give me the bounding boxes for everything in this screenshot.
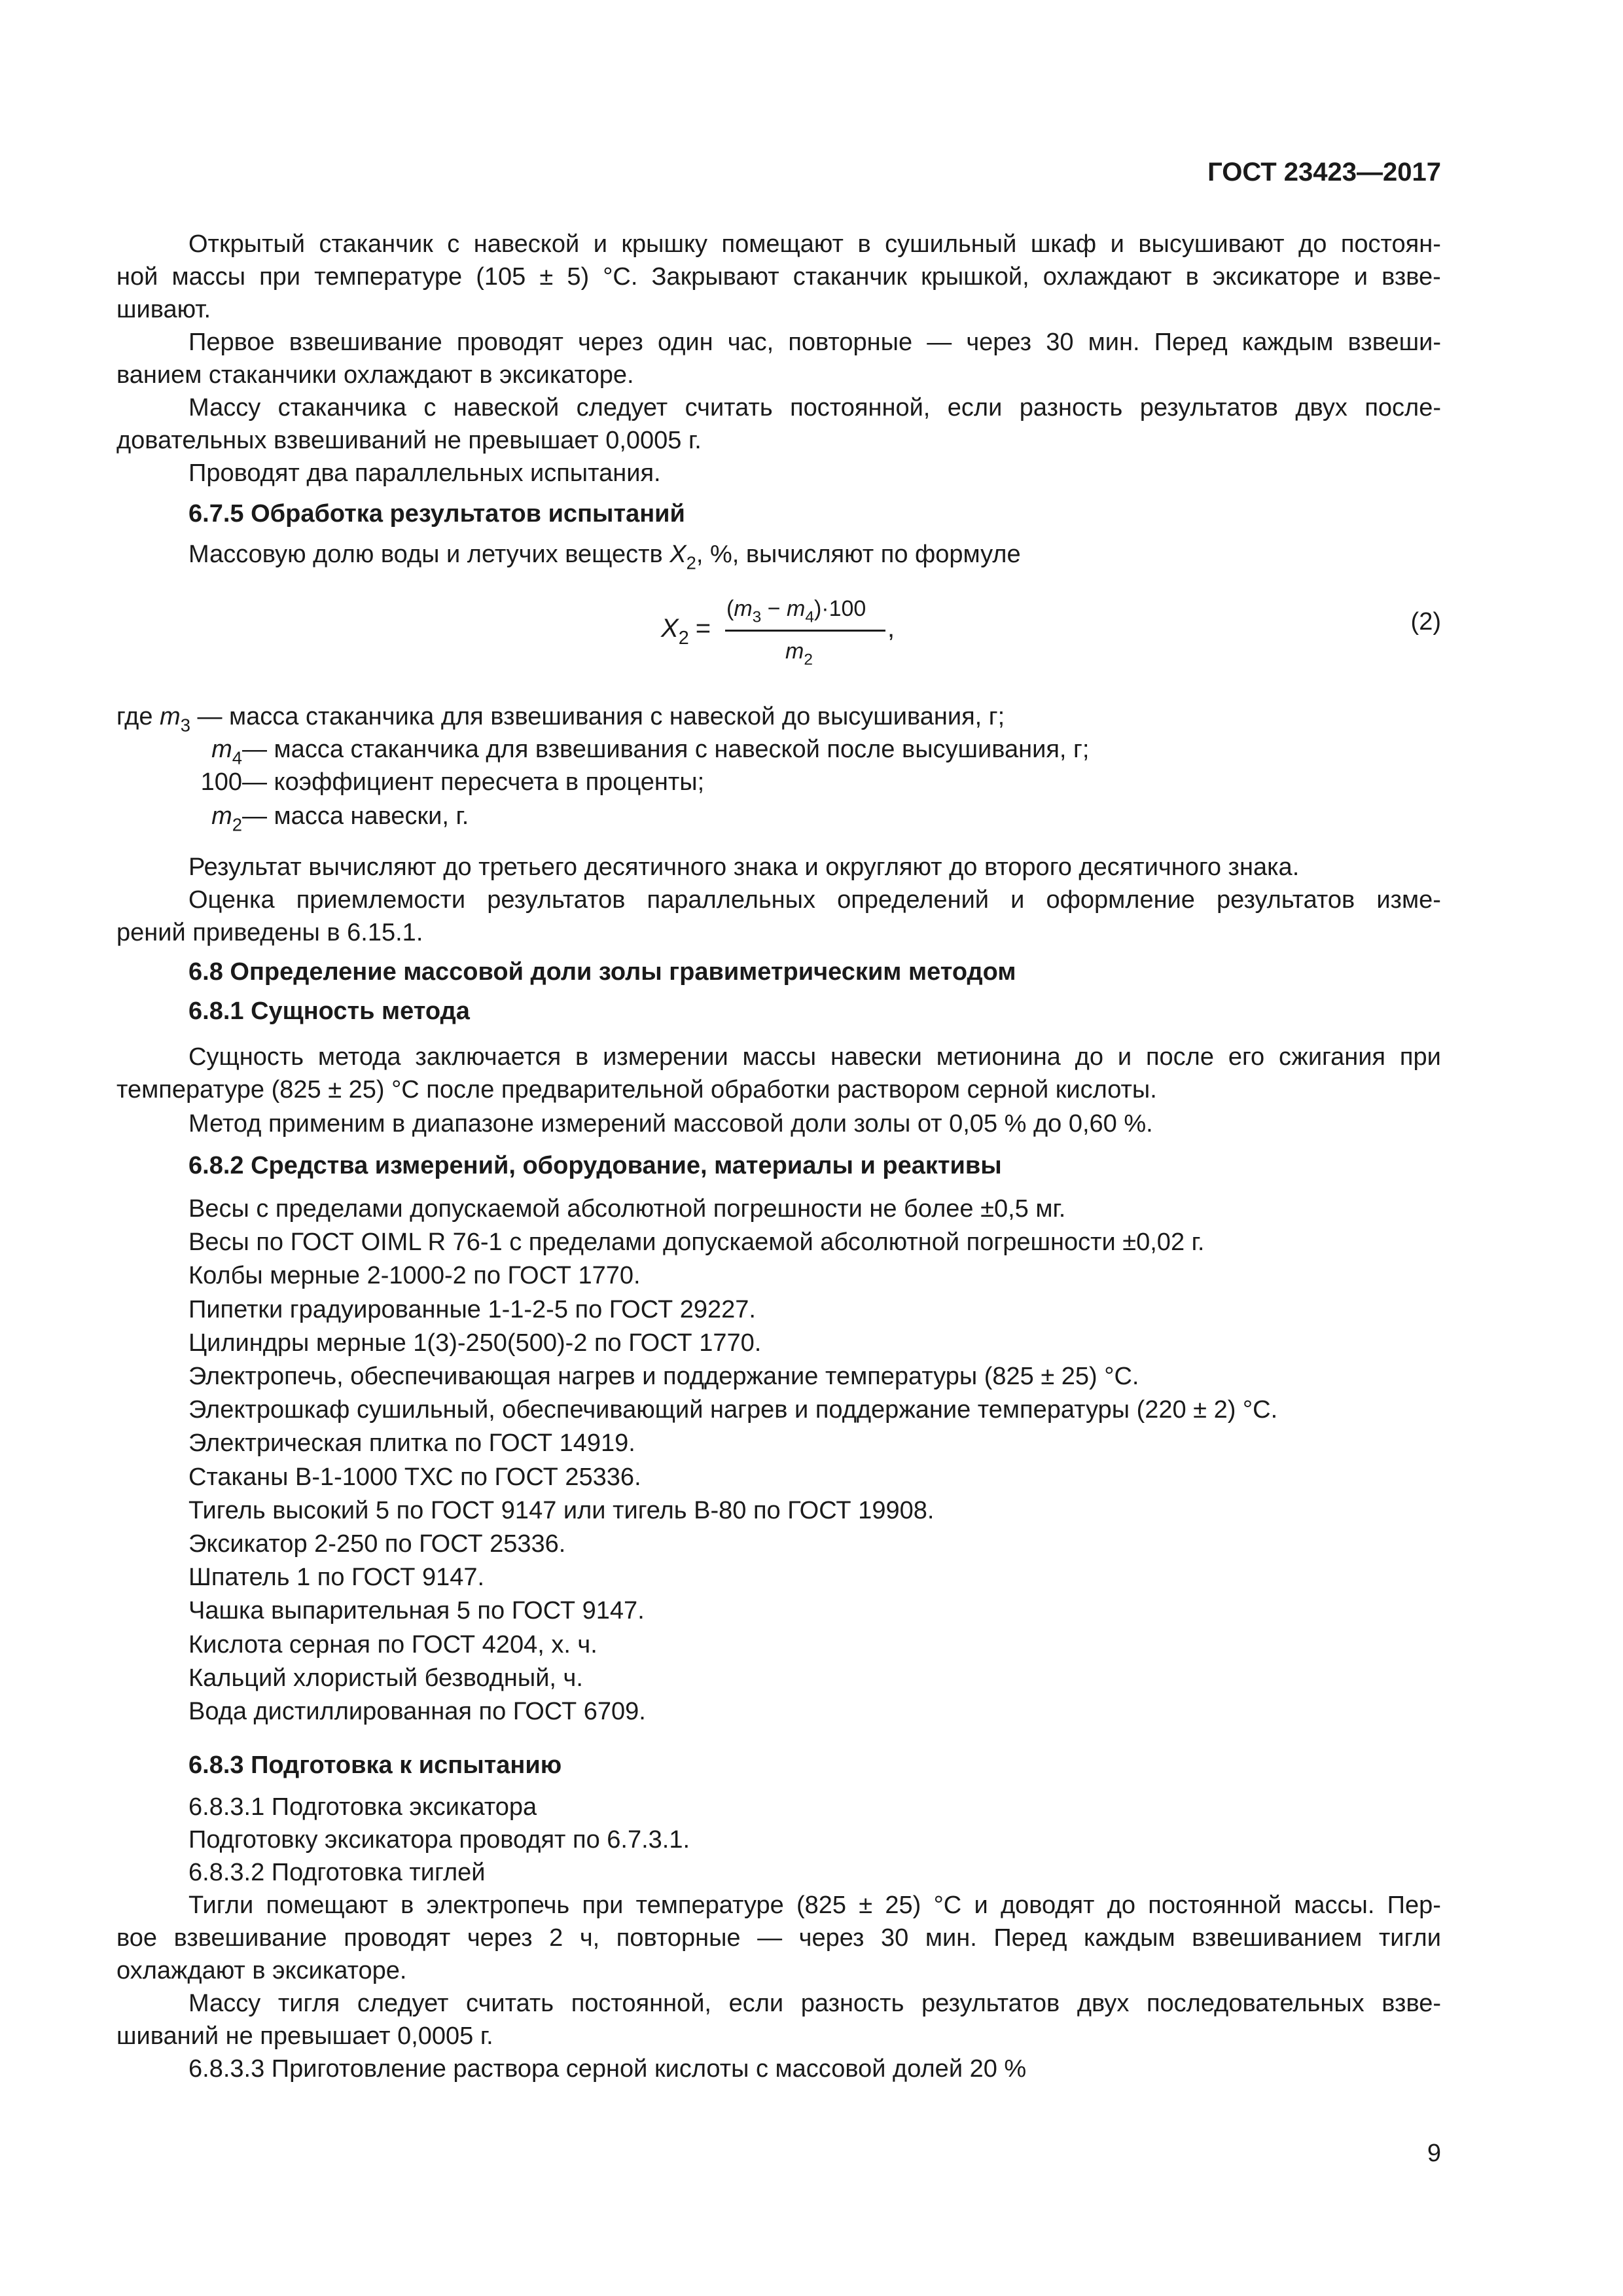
- word: тигли: [1378, 1924, 1441, 1952]
- word: результатов: [1217, 886, 1355, 914]
- text: )·100: [813, 596, 866, 621]
- subscript: 4: [232, 747, 242, 768]
- word: результатов: [487, 886, 626, 914]
- equipment-item: Весы с пределами допускаемой абсолютной погрешности не более ±0,5 мг.: [188, 1195, 1066, 1223]
- text-line: [116, 260, 1441, 293]
- text-line: Проводят два параллельных испытания.: [188, 459, 661, 487]
- word: метода: [317, 1043, 401, 1071]
- subscript: 4: [805, 608, 814, 626]
- word: двух: [1077, 1990, 1130, 2017]
- word: массы: [171, 263, 246, 291]
- equipment-item: Пипетки градуированные 1-1-2-5 по ГОСТ 29227.: [188, 1295, 756, 1323]
- word: Массу: [188, 1990, 261, 2017]
- word: приемлемости: [296, 886, 466, 914]
- word: и: [1110, 230, 1124, 258]
- word: следует: [357, 1990, 449, 2017]
- word: массы: [742, 1043, 817, 1071]
- word: в: [857, 230, 871, 258]
- equipment-item: Колбы мерные 2-1000-2 по ГОСТ 1770.: [188, 1262, 641, 1290]
- word: взвеши-: [1347, 329, 1441, 356]
- word: (105: [476, 263, 526, 291]
- word: ±: [859, 1892, 873, 1919]
- word: и: [593, 230, 607, 258]
- word: навеской: [473, 230, 580, 258]
- text: — масса стаканчика для взвешивания с навеской до высушивания, г;: [190, 703, 1005, 730]
- word: каждым: [1241, 329, 1334, 356]
- word: до: [1075, 1043, 1103, 1071]
- word: Перед: [1154, 329, 1228, 356]
- section-heading: 6.8.2 Средства измерений, оборудование, материалы и реактивы: [188, 1152, 1002, 1179]
- word: заключается: [415, 1043, 562, 1071]
- word: 5): [567, 263, 590, 291]
- text-line: [188, 1041, 1441, 1073]
- word: до: [1298, 230, 1327, 258]
- word: охлаждают: [1043, 263, 1172, 291]
- word: до: [1107, 1892, 1136, 1919]
- where-item: [0, 800, 469, 833]
- formula-numerator: [726, 592, 866, 625]
- word: ной: [116, 263, 158, 291]
- variable: m: [211, 802, 232, 830]
- word: час,: [727, 329, 774, 356]
- word: эксикаторе: [1212, 263, 1340, 291]
- word: повторные: [788, 329, 913, 356]
- text-line: [188, 538, 1021, 571]
- subscript: 2: [678, 627, 689, 649]
- section-heading: 6.8.3 Подготовка к испытанию: [188, 1751, 562, 1779]
- word: шкаф: [1030, 230, 1097, 258]
- word: °С.: [603, 263, 638, 291]
- subsection-heading: 6.8.3.3 Приготовление раствора серной кислоты с массовой долей 20 %: [188, 2055, 1027, 2083]
- word: доводят: [1000, 1892, 1095, 1919]
- equipment-item: Электропечь, обеспечивающая нагрев и поддержание температуры (825 ± 25) °С.: [188, 1363, 1139, 1390]
- word: считать: [466, 1990, 554, 2017]
- text-line: охлаждают в эксикаторе.: [116, 1957, 407, 1984]
- word: вое: [116, 1924, 158, 1952]
- word: стаканчик: [319, 230, 433, 258]
- word: взве-: [1382, 263, 1441, 291]
- variable: X: [661, 614, 679, 643]
- word: температуре: [635, 1892, 784, 1919]
- word: и: [974, 1892, 988, 1919]
- symbol: [0, 800, 242, 833]
- where-item: [116, 700, 1005, 736]
- formula-punct: ,: [887, 614, 895, 643]
- word: помещают: [721, 230, 844, 258]
- text: где: [116, 703, 160, 730]
- word: постоян-: [1340, 230, 1441, 258]
- text: — масса стаканчика для взвешивания с навеской после высушивания, г;: [242, 736, 1090, 763]
- word: крышкой,: [921, 263, 1029, 291]
- equipment-item: Кислота серная по ГОСТ 4204, х. ч.: [188, 1630, 597, 1659]
- word: (825: [796, 1892, 847, 1919]
- word: стаканчика: [277, 394, 406, 422]
- word: постоянной,: [790, 394, 931, 422]
- equipment-item: Электрическая плитка по ГОСТ 14919.: [188, 1429, 635, 1458]
- equipment-item: Шпатель 1 по ГОСТ 9147.: [188, 1564, 485, 1592]
- word: —: [927, 329, 952, 356]
- variable: m: [785, 639, 804, 664]
- word: если: [947, 394, 1003, 422]
- word: через: [966, 329, 1032, 356]
- text: — масса навески, г.: [242, 802, 469, 830]
- where-item: [0, 733, 1089, 766]
- word: через: [578, 329, 643, 356]
- text-line: [188, 228, 1441, 260]
- word: помещают: [266, 1892, 388, 1919]
- word: взве-: [1382, 1990, 1441, 2017]
- text-line: Метод применим в диапазоне измерений массовой доли золы от 0,05 % до 0,60 %.: [188, 1110, 1153, 1138]
- subsection-heading: 6.8.3.1 Подготовка эксикатора: [188, 1793, 537, 1821]
- word: температуре: [314, 263, 463, 291]
- symbol: [0, 733, 242, 766]
- word: ±: [539, 263, 554, 291]
- formula-lhs: [661, 612, 711, 649]
- operator: =: [695, 614, 711, 643]
- text-line: [188, 326, 1441, 359]
- subscript: 3: [180, 715, 190, 736]
- word: взвешивание: [289, 329, 442, 356]
- text-line: Результат вычисляют до третьего десятичного знака и округляют до второго десятичного знака.: [188, 853, 1300, 881]
- word: измерении: [603, 1043, 728, 1071]
- word: взвешивание: [173, 1924, 327, 1952]
- where-item: [0, 766, 704, 798]
- word: проводят: [344, 1924, 451, 1952]
- word: Открытый: [188, 230, 305, 258]
- word: 30: [1046, 329, 1074, 356]
- word: сжигания: [1278, 1043, 1386, 1071]
- subscript: 2: [232, 814, 242, 835]
- word: считать: [685, 394, 773, 422]
- word: один: [657, 329, 713, 356]
- word: следует: [576, 394, 668, 422]
- word: параллельных: [647, 886, 815, 914]
- subscript: 2: [804, 651, 813, 669]
- formula-number: (2): [1410, 608, 1441, 636]
- equipment-item: Кальций хлористый безводный, ч.: [188, 1664, 583, 1692]
- word: с: [423, 394, 437, 422]
- variable: m: [787, 596, 806, 621]
- text-line: [188, 884, 1441, 916]
- variable: m: [211, 736, 232, 763]
- text: Массовую долю воды и летучих веществ: [188, 541, 670, 568]
- word: мин.: [1088, 329, 1140, 356]
- text-line: температуре (825 ± 25) °С после предварительной обработки раствором серной кислоты.: [116, 1076, 1157, 1103]
- word: постоянной: [1148, 1892, 1282, 1919]
- word: Первое: [188, 329, 275, 356]
- text-line: Подготовку эксикатора проводят по 6.7.3.1.: [188, 1826, 690, 1854]
- word: 25): [885, 1892, 921, 1919]
- word: ч,: [579, 1924, 600, 1952]
- variable: m: [734, 596, 753, 621]
- text-line: довательных взвешиваний не превышает 0,0005 г.: [116, 427, 702, 454]
- word: электропечь: [426, 1892, 570, 1919]
- word: оформление: [1046, 886, 1195, 914]
- word: сушильный: [885, 230, 1017, 258]
- word: разность: [1019, 394, 1123, 422]
- word: Сущность: [188, 1043, 304, 1071]
- text: (: [726, 596, 734, 621]
- section-heading: 6.8 Определение массовой доли золы гравиметрическим методом: [188, 958, 1016, 986]
- word: результатов: [1139, 394, 1278, 422]
- equipment-item: Электрошкаф сушильный, обеспечивающий нагрев и поддержание температуры (220 ± 2) °С.: [188, 1396, 1278, 1424]
- section-heading: 6.8.1 Сущность метода: [188, 997, 470, 1025]
- word: двух: [1295, 394, 1347, 422]
- equipment-item: Цилиндры мерные 1(3)-250(500)-2 по ГОСТ 1770.: [188, 1329, 762, 1357]
- word: —: [757, 1924, 783, 1952]
- equipment-item: Эксикатор 2-250 по ГОСТ 25336.: [188, 1530, 566, 1558]
- word: в: [575, 1043, 589, 1071]
- word: навеской: [453, 394, 560, 422]
- word: Оценка: [188, 886, 275, 914]
- document-code: ГОСТ 23423—2017: [1207, 158, 1441, 187]
- word: определений: [837, 886, 990, 914]
- word: каждым: [1083, 1924, 1175, 1952]
- word: постоянной,: [571, 1990, 711, 2017]
- word: мин.: [925, 1924, 977, 1952]
- word: высушивают: [1138, 230, 1285, 258]
- word: повторные: [616, 1924, 741, 1952]
- word: взвешиванием: [1192, 1924, 1363, 1952]
- word: в: [1185, 263, 1199, 291]
- word: 30: [881, 1924, 909, 1952]
- equipment-item: Тигель высокий 5 по ГОСТ 9147 или тигель В-80 по ГОСТ 19908.: [188, 1496, 935, 1524]
- text: 100: [200, 768, 242, 796]
- text-line: шивают.: [116, 296, 211, 323]
- subscript: 3: [752, 608, 762, 626]
- word: °С: [933, 1892, 962, 1919]
- word: через: [467, 1924, 533, 1952]
- word: с: [447, 230, 460, 258]
- variable: m: [160, 703, 181, 730]
- word: 2: [549, 1924, 563, 1952]
- subscript: 2: [686, 552, 696, 573]
- word: и: [1010, 886, 1025, 914]
- word: и: [1117, 1043, 1132, 1071]
- symbol: [0, 766, 242, 798]
- word: при: [259, 263, 301, 291]
- word: в: [401, 1892, 414, 1919]
- text: — коэффициент пересчета в проценты;: [242, 768, 705, 796]
- word: и: [1353, 263, 1368, 291]
- equipment-item: Весы по ГОСТ OIML R 76-1 с пределами допускаемой абсолютной погрешности ±0,02 г.: [188, 1229, 1205, 1257]
- section-heading: 6.7.5 Обработка результатов испытаний: [188, 500, 685, 528]
- word: последовательных: [1146, 1990, 1364, 2017]
- word: результатов: [921, 1990, 1060, 2017]
- word: Тигли: [188, 1892, 254, 1919]
- word: стаканчик: [793, 263, 908, 291]
- formula-denominator: [785, 635, 813, 668]
- page-number: 9: [1427, 2140, 1441, 2167]
- text-line: [188, 1987, 1441, 2020]
- word: проводят: [456, 329, 563, 356]
- operator: −: [761, 596, 787, 621]
- text-line: [188, 391, 1441, 424]
- word: навески: [830, 1043, 922, 1071]
- word: крышку: [621, 230, 708, 258]
- word: Перед: [993, 1924, 1067, 1952]
- text-line: шиваний не превышает 0,0005 г.: [116, 2022, 493, 2050]
- word: Массу: [188, 394, 261, 422]
- word: через: [798, 1924, 865, 1952]
- word: массы.: [1294, 1892, 1375, 1919]
- text-line: [116, 1922, 1441, 1954]
- word: Закрывают: [651, 263, 779, 291]
- word: если: [728, 1990, 784, 2017]
- word: при: [582, 1892, 624, 1919]
- text-line: ванием стаканчики охлаждают в эксикаторе.: [116, 361, 634, 389]
- word: изме-: [1376, 886, 1441, 914]
- text-line: рений приведены в 6.15.1.: [116, 919, 423, 946]
- word: разность: [800, 1990, 904, 2017]
- equipment-item: Стаканы В-1-1000 ТХС по ГОСТ 25336.: [188, 1463, 641, 1491]
- equipment-item: Вода дистиллированная по ГОСТ 6709.: [188, 1698, 646, 1725]
- subsection-heading: 6.8.3.2 Подготовка тиглей: [188, 1859, 486, 1886]
- text-line: [188, 1889, 1441, 1922]
- word: метионина: [936, 1043, 1061, 1071]
- word: тигля: [277, 1990, 340, 2017]
- word: после: [1145, 1043, 1214, 1071]
- word: его: [1228, 1043, 1265, 1071]
- fraction-bar: [725, 630, 885, 632]
- word: Пер-: [1387, 1892, 1441, 1919]
- variable: X: [669, 541, 687, 568]
- word: при: [1399, 1043, 1441, 1071]
- text: , %, вычисляют по формуле: [696, 541, 1021, 568]
- equipment-item: Чашка выпарительная 5 по ГОСТ 9147.: [188, 1597, 645, 1625]
- word: после-: [1364, 394, 1441, 422]
